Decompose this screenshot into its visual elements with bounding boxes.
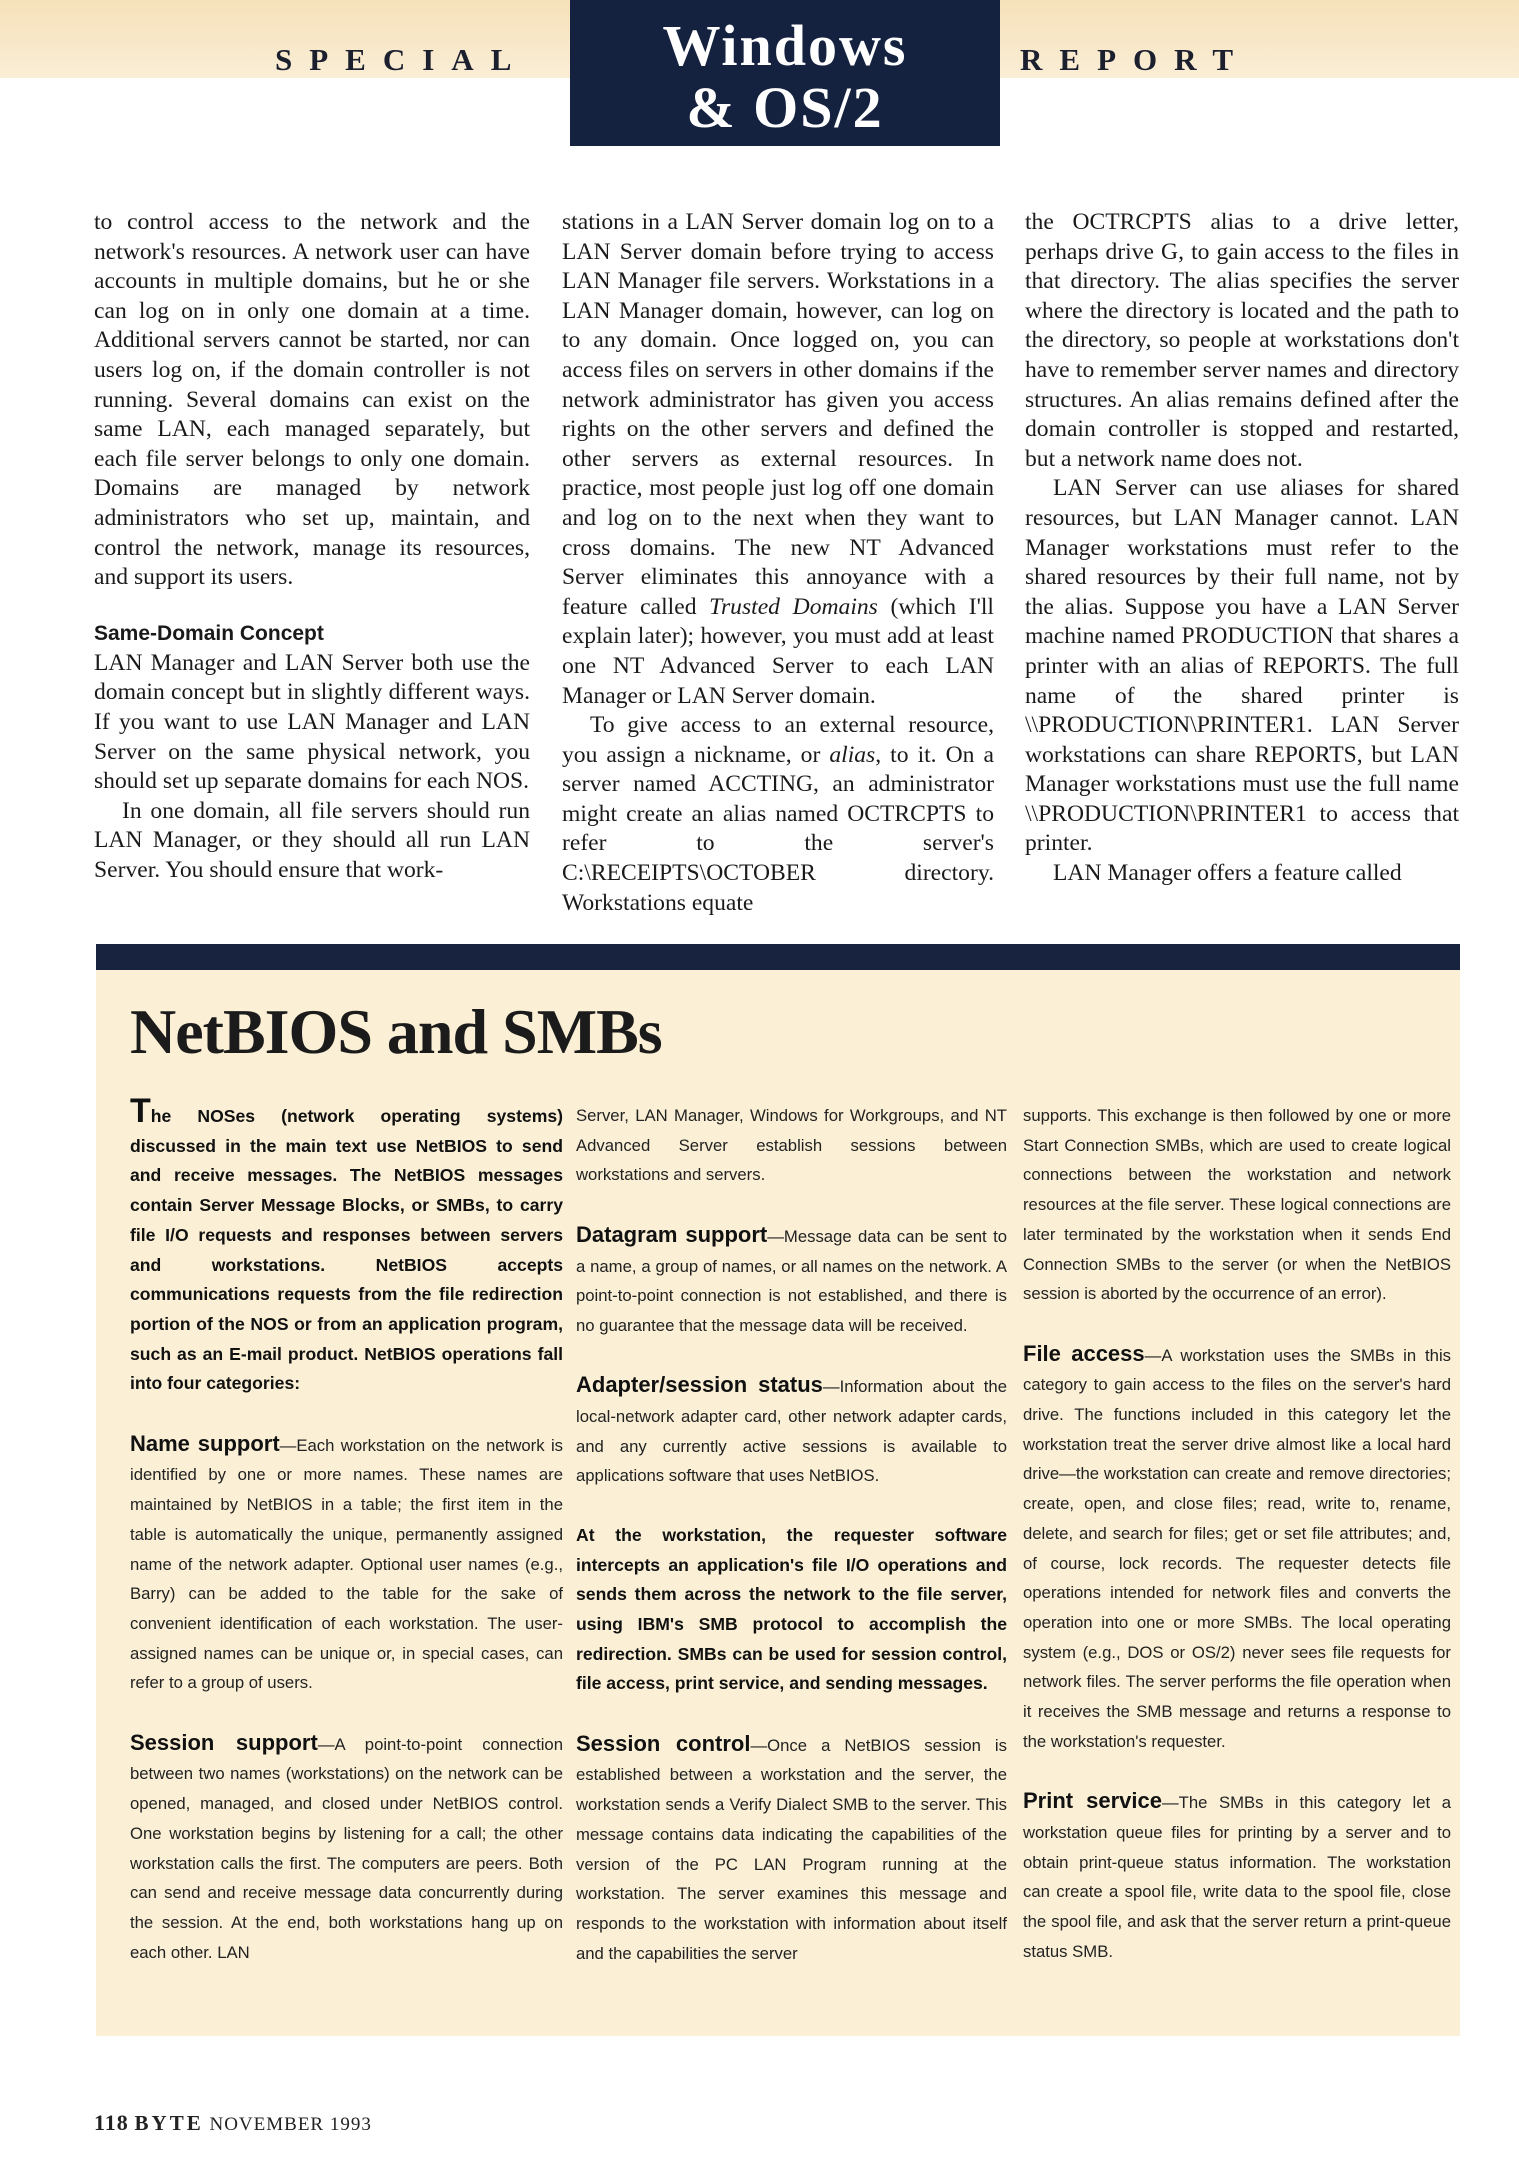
page-footer (94, 2110, 372, 2136)
sidebar-column-1 (130, 1092, 563, 1997)
article-paragraph: LAN Manager offers a feature called (1053, 860, 1402, 887)
section-title-box (570, 0, 1000, 146)
sidebar-paragraph: supports. This exchange is then followed by one or more Start Connection SMBs, which are used to create logical connections between the workstation and network resources at the file server. These logical connections are later terminated by the workstation when it sends End Connection SMBs to the server (or when the NetBIOS session is aborted by the occurrence of an error). (1023, 1106, 1451, 1304)
sidebar-heading: Name support (130, 1430, 280, 1456)
text-run: —A workstation uses the SMBs in this category to gain access to the files on the server's hard drive. The functions included in this category let the workstation treat the server drive almost like a local hard drive—the workstation can create and remove directories; create, open, and close files; read, write to, rename, delete, and search for files; get or set file attributes; and, of course, lock records. The requester detects file operations intended for network files and converts the operation into one or more SMBs. The local operating system (e.g., DOS or OS/2) never sees file requests for network files. The server performs the file operation when it receives the SMB message and returns a response to the workstation's requester. (1023, 1345, 1451, 1751)
section-title-line1: Windows (662, 13, 908, 78)
sidebar-top-bar (96, 944, 1460, 970)
text-run: stations in a LAN Server domain log on to a LAN Server domain before trying to access LAN Manager file servers. Workstations in a LAN Manager domain, however, can log on to any domain. Once logged on, you can access files on servers in other domains if the network administrator has given you access rights on the other servers and defined the other servers as external resources. In practice, most people just log off one domain and log on to the next when they want to cross domains. The new NT Advanced Server eliminates this annoyance with a feature called (562, 209, 994, 620)
article-subhead: Same-Domain Concept (94, 621, 324, 645)
text-run: —Message data can be sent to a name, a group of names, or all names on the network. A point-to-point connection is not established, and there is no guarantee that the message data will be received. (576, 1226, 1007, 1335)
sidebar-heading: File access (1023, 1340, 1145, 1366)
section-title-line2: & OS/2 (686, 75, 884, 140)
sidebar-paragraph (576, 1220, 1007, 1341)
sidebar-paragraph (576, 1729, 1007, 1969)
sidebar-heading: Session control (576, 1730, 751, 1756)
text-run: —Information about the local-network adapter card, other network adapter cards, and any currently active sessions is available to applications software that uses NetBIOS. (576, 1377, 1007, 1486)
issue-date: NOVEMBER 1993 (209, 2114, 372, 2135)
sidebar-paragraph (130, 1728, 563, 1968)
article-paragraph: In one domain, all file servers should run LAN Manager, or they should all run LAN Server. You should ensure that work- (94, 797, 530, 883)
text-run: —A point-to-point connection between two names (workstations) on the network can be opened, managed, and closed under NetBIOS control. One workstation begins by listening for a call; the other workstation calls the first. The computers are peers. Both can send and receive message data concurrently during the session. At the end, both workstations hang up on each other. LAN (130, 1734, 563, 1962)
sidebar-column-3 (1023, 1101, 1451, 1996)
article-paragraph: to control access to the network and the network's resources. A network user can have accounts in multiple domains, but he or she can log on in only one domain at a time. Additional servers cannot be started, nor can users log on, if the domain controller is not running. Several domains can exist on the same LAN, each managed separately, but each file server belongs to only one domain. Domains are managed by network administrators who set up, maintain, and control the network, manage its resources, and support its users. (94, 209, 530, 591)
article-paragraph (562, 711, 994, 918)
article-paragraph: the OCTRCPTS alias to a drive letter, perhaps drive G, to gain access to the files in that directory. The alias specifies the server where the directory is located and the path to the directory, so people at workstations don't have to remember server names and directory structures. An alias remains defined after the domain controller is stopped and restarted, but a network name does not. (1025, 209, 1459, 472)
sidebar-paragraph (130, 1429, 563, 1698)
sidebar-paragraph: Server, LAN Manager, Windows for Workgroups, and NT Advanced Server establish sessions between workstations and servers. (576, 1106, 1007, 1185)
emphasis-text: Trusted Domains (709, 593, 878, 620)
text-run: To give access to an external resource, you assign a nickname, or (562, 712, 994, 768)
sidebar-heading: Adapter/session status (576, 1372, 823, 1398)
page-number: 118 (94, 2110, 129, 2135)
sidebar-intro (130, 1092, 563, 1399)
sidebar-title: NetBIOS and SMBs (130, 996, 662, 1067)
sidebar-box (96, 944, 1460, 2036)
sidebar-requester: At the workstation, the requester software intercepts an application's file I/O operations and sends them across the network to the file server, using IBM's SMB protocol to accomplish the redirection. SMBs can be used for session control, file access, print service, and sending messages. (576, 1524, 1007, 1694)
sidebar-paragraph (576, 1370, 1007, 1491)
text-run: , to it. On a server named ACCTING, an administrator might create an alias named OCTRCPTS to refer to the server's C:\RECEIPTS\OCTOBER directory. Workstations equate (562, 741, 994, 916)
article-column-3 (1025, 208, 1459, 928)
emphasis-text: alias (829, 741, 876, 768)
article-paragraph: LAN Server can use aliases for shared resources, but LAN Manager cannot. LAN Manager workstations must refer to the shared resources by their full name, not by the alias. Suppose you have a LAN Server machine named PRODUCTION that shares a printer with an alias of REPORTS. The full name of the shared printer is \\PRODUCTION\PRINTER1. LAN Server workstations can share REPORTS, but LAN Manager workstations must use the full name \\PRODUCTION\PRINTER1 to access that printer. (1025, 475, 1459, 857)
sidebar-heading: Session support (130, 1729, 318, 1755)
drop-cap: T (130, 1092, 151, 1130)
sidebar-paragraph (1023, 1786, 1451, 1966)
article-paragraph: LAN Manager and LAN Server both use the domain concept but in slightly different ways. If you want to use LAN Manager and LAN Server on the same physical network, you should set up separate domains for each NOS. (94, 649, 530, 795)
magazine-name: BYTE (134, 2111, 204, 2135)
text-run: —The SMBs in this category let a workstation queue files for printing by a server and to obtain print-queue status information. The workstation can create a spool file, write data to the spool file, close the spool file, and ask that the server return a print-queue status SMB. (1023, 1793, 1452, 1961)
sidebar-heading: Print service (1023, 1788, 1162, 1814)
sidebar-column-2 (576, 1101, 1007, 1998)
header-report: REPORT (1020, 42, 1251, 77)
text-run: —Each workstation on the network is identified by one or more names. These names are maintained by NetBIOS in a table; the first item in the table is automatically the unique, permanently assigned name of the network adapter. Optional user names (e.g., Barry) can be added to the table for the sake of convenient identification of each workstation. The user-assigned names can be unique or, in special cases, can refer to a group of users. (130, 1435, 563, 1693)
article-column-2 (562, 208, 994, 928)
article-paragraph (562, 208, 994, 711)
sidebar-heading: Datagram support (576, 1221, 768, 1247)
article-column-1 (94, 208, 530, 928)
text-run: he NOSes (network operating systems) discussed in the main text use NetBIOS to send and receive messages. The NetBIOS messages contain Server Message Blocks, or SMBs, to carry file I/O requests and responses between servers and workstations. NetBIOS accepts communications requests from the file redirection portion of the NOS or from an application program, such as an E-mail product. NetBIOS operations fall into four categories: (130, 1106, 563, 1394)
text-run: —Once a NetBIOS session is established between a workstation and the server, the workstation sends a Verify Dialect SMB to the server. This message contains data indicating the capabilities of the version of the PC LAN Program running at the workstation. The server examines this message and responds to the workstation with information about itself and the capabilities the server (576, 1735, 1007, 1963)
text-run: (which I'll explain later); however, you must add at least one NT Advanced Server to each LAN Manager or LAN Server domain. (562, 593, 994, 709)
sidebar-paragraph (1023, 1339, 1451, 1757)
header-special: SPECIAL (275, 42, 529, 77)
